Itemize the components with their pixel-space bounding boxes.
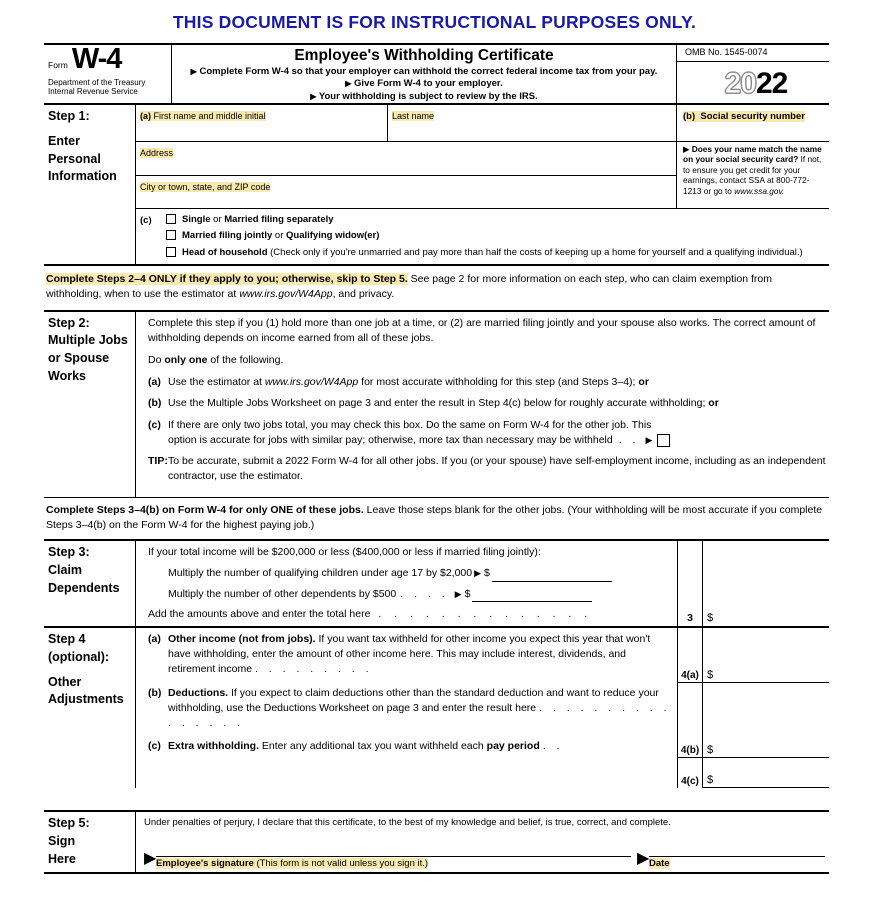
form-word-label: Form — [48, 60, 68, 70]
option-b-body: Use the Multiple Jobs Worksheet on page 3 and enter the result in Step 4(c) below for roughly accurate withholding; — [168, 397, 709, 410]
filing-status-option-head-of-household[interactable] — [166, 247, 829, 258]
step-4-item-c — [148, 739, 673, 754]
step-5-label-line-1: Sign — [48, 833, 76, 848]
tax-year-box — [677, 62, 829, 105]
step-4-amount-column — [703, 628, 829, 788]
ssn-label-text: Social security number — [700, 111, 805, 122]
step-3-other-dependents-line — [168, 587, 673, 603]
step-4c-number-cell — [678, 757, 702, 788]
name-row — [136, 105, 829, 141]
step-2-tip-text: To be accurate, submit a 2022 Form W-4 for all other jobs. If you (or your spouse) have self-employment income, including as an independent contractor, use the estimator. — [168, 455, 826, 483]
step-3-label-line-2: Dependents — [48, 580, 120, 595]
issuing-agency — [48, 78, 167, 97]
triangle-bullet-icon: ▶ — [683, 144, 690, 154]
triangle-bullet-icon: ▶ — [144, 850, 157, 868]
filing-status-block — [136, 208, 829, 264]
step-2-option-c-tag: (c) — [148, 418, 161, 431]
step-3-other-input[interactable] — [472, 589, 592, 602]
triangle-bullet-icon: ▶ — [645, 435, 653, 446]
step-1-content — [136, 105, 829, 264]
ssn-tag: (b) — [683, 111, 696, 122]
header-bullet-2-text: Give Form W-4 to your employer. — [354, 78, 503, 90]
header-bullet-3 — [176, 91, 672, 103]
step-4-label-line-2: Adjustments — [48, 692, 124, 707]
jointly-mid: or — [272, 230, 286, 242]
date-label: Date — [649, 858, 670, 870]
complete-steps-url: www.irs.gov/W4App — [239, 288, 333, 301]
step-2-option-a-tag: (a) — [148, 376, 161, 389]
first-name-label — [140, 111, 266, 121]
checkbox-head-of-household[interactable] — [166, 247, 176, 257]
checkbox-single[interactable] — [166, 214, 176, 224]
tax-year — [724, 66, 788, 100]
header-bullet-1-text: Complete Form W-4 so that your employer can withhold the correct federal income tax from your pay. — [199, 65, 658, 77]
step-4a-line-number: 4(a) — [681, 670, 699, 682]
step-4-section — [44, 626, 829, 788]
step-3-other-leader-dots: . . . . — [400, 587, 449, 600]
step-2-option-b-tag: (b) — [148, 397, 162, 410]
step-4-item-a-text — [168, 632, 673, 677]
ssn-name-match-note — [677, 141, 829, 208]
step-3-content — [136, 541, 677, 626]
filing-status-option-jointly[interactable] — [166, 230, 829, 241]
step-3-children-dollar-sign: $ — [484, 566, 490, 579]
step-1-title: Step 1: — [48, 109, 90, 123]
step-2-option-c-text — [168, 418, 827, 448]
single-bold2: Married filing separately — [224, 214, 334, 225]
filing-status-single-text — [182, 214, 334, 225]
social-security-number-field[interactable] — [677, 105, 829, 141]
option-c-line-2-row — [168, 433, 827, 448]
steps-34b-note — [44, 497, 829, 539]
option-b-or: or — [708, 397, 719, 410]
item-a-leader-dots: . . . . . . . . . — [254, 662, 373, 675]
step-3-dollar-sign: $ — [707, 612, 714, 625]
step-4c-line-number: 4(c) — [681, 776, 699, 788]
step-2-do-only-one — [148, 353, 827, 368]
step-4-item-b-tag: (b) — [148, 686, 162, 699]
step-3-total-text: Add the amounts above and enter the total here — [148, 608, 371, 621]
triangle-bullet-icon: ▶ — [345, 79, 352, 89]
ssn-label — [683, 111, 805, 122]
department-line-2: Internal Revenue Service — [48, 86, 138, 96]
step-4-item-b — [148, 686, 673, 731]
city-state-zip-field[interactable] — [136, 175, 676, 208]
filing-status-hoh-text — [182, 247, 803, 258]
city-state-zip-label: City or town, state, and ZIP code — [140, 182, 271, 192]
step-3-label — [44, 541, 136, 626]
department-line-1: Department of the Treasury — [48, 77, 146, 87]
step-2-label-line-3: Works — [48, 368, 86, 383]
step-1-label-line-2: Personal — [48, 151, 101, 166]
step-3-children-input[interactable] — [492, 569, 612, 582]
step-2-title: Step 2: — [48, 315, 90, 330]
step-2-label-line-2: or Spouse — [48, 351, 110, 366]
triangle-bullet-icon: ▶ — [310, 91, 317, 101]
step-4c-dollar-sign: $ — [707, 774, 714, 787]
employee-signature-field[interactable] — [144, 850, 631, 870]
option-c-line-1: If there are only two jobs total, you may check this box. Do the same on Form W-4 for the other job. This — [168, 418, 652, 431]
spacer — [48, 667, 131, 674]
step-2-instructions — [136, 312, 829, 497]
step-4-label — [44, 628, 136, 788]
perjury-statement: Under penalties of perjury, I declare that this certificate, to the best of my knowledge and belief, is true, correct, and complete. — [144, 817, 671, 829]
step-2-option-a — [148, 375, 827, 390]
step-2-label — [44, 312, 136, 497]
omb-year-block — [677, 45, 829, 103]
step-3-amount-column[interactable] — [703, 541, 829, 626]
tax-year-suffix: 22 — [756, 66, 788, 100]
last-name-field[interactable] — [388, 105, 677, 141]
step-1-label-line-1: Enter — [48, 133, 80, 148]
step-1-label-line-3: Information — [48, 169, 117, 184]
header-bullet-3-text: Your withholding is subject to review by the IRS. — [318, 90, 538, 102]
signature-caption — [156, 858, 631, 869]
item-c-bold: Extra withholding. — [168, 740, 259, 753]
header-bullet-1 — [176, 66, 672, 78]
jointly-bold: Married filing jointly — [182, 230, 273, 242]
option-c-line-2: option is accurate for jobs with similar pay; otherwise, more tax than necessary may be withheld — [168, 433, 613, 446]
step-5-section — [44, 810, 829, 874]
item-a-body: If you want tax withheld for other income you expect this year that won't have withholding, enter the amount of other income here. This may include interest, dividends, and retirement income — [168, 633, 651, 675]
item-b-leader-dots: . . . . . . . . . . . . . . . . — [168, 701, 671, 729]
filing-status-options — [166, 214, 829, 258]
item-c-leader-dots: . . — [542, 740, 564, 753]
step-4-item-c-tag: (c) — [148, 740, 161, 753]
step-3-other-text: Multiply the number of other dependents by $500 — [168, 587, 397, 600]
step-5-label — [44, 812, 136, 872]
triangle-bullet-icon: ▶ — [190, 66, 197, 76]
form-body — [44, 43, 829, 874]
first-name-tag: (a) — [140, 111, 151, 121]
step-3-total-line — [148, 607, 673, 623]
first-name-label-text: First name and middle initial — [153, 111, 266, 121]
complete-steps-rest-2: , and privacy. — [332, 288, 395, 301]
form-header — [44, 43, 829, 105]
ssn-note-url: www.ssa.gov. — [734, 185, 785, 196]
option-a-url: www.irs.gov/W4App — [264, 376, 359, 389]
step-4-item-a-tag: (a) — [148, 633, 161, 646]
step-4-label-line-1: Other — [48, 674, 82, 689]
signature-caption-rest: (This form is not valid unless you sign it.) — [253, 858, 429, 870]
date-line — [649, 855, 825, 857]
hoh-rest: (Check only if you're unmarried and pay more than half the costs of keeping up a home for yourself and a qualifying individual.) — [267, 246, 803, 258]
step-5-title: Step 5: — [48, 816, 90, 831]
address-field[interactable] — [136, 142, 676, 175]
item-b-body: If you expect to claim deductions other than the standard deduction and want to reduce your withholding, use the Deductions Worksheet on page 3 and enter the result here — [168, 686, 659, 714]
single-mid: or — [210, 214, 225, 225]
omb-number: OMB No. 1545-0074 — [677, 45, 829, 62]
step-2-option-b-text — [168, 396, 827, 411]
page-title: Employee's Withholding Certificate — [294, 47, 554, 64]
step-3-title: Step 3: — [48, 545, 90, 560]
triangle-bullet-icon: ▶ — [454, 588, 462, 599]
item-c-bold-tail: pay period — [486, 740, 540, 753]
date-caption — [649, 858, 825, 869]
do-only-bold: only one — [164, 354, 208, 367]
signature-caption-bold: Employee's signature — [156, 858, 254, 870]
signature-line — [156, 855, 631, 857]
step-4-title: Step 4 — [48, 632, 86, 647]
step-3-line-number: 3 — [687, 612, 693, 625]
spacer — [44, 788, 829, 810]
step-3-section — [44, 539, 829, 626]
hoh-bold: Head of household — [182, 246, 268, 258]
step-4a-amount-cell[interactable] — [703, 628, 829, 682]
step-3-label-line-1: Claim — [48, 562, 83, 577]
step-3-children-text: Multiply the number of qualifying children under age 17 by $2,000 — [168, 566, 473, 579]
step-4-item-c-text — [168, 739, 673, 754]
step-5-label-line-2: Here — [48, 851, 76, 866]
complete-steps-banner — [44, 264, 829, 311]
instructional-purposes-banner: THIS DOCUMENT IS FOR INSTRUCTIONAL PURPOSES ONLY. — [172, 12, 697, 32]
checkbox-two-jobs-total[interactable] — [657, 434, 670, 447]
step-4-optional: (optional): — [48, 649, 110, 664]
step-3-children-line — [168, 566, 673, 582]
tax-year-prefix: 20 — [724, 66, 756, 100]
item-a-bold: Other income (not from jobs). — [168, 633, 316, 646]
last-name-label: Last name — [392, 111, 435, 121]
step-1-label — [44, 105, 136, 264]
option-a-pre: Use the estimator at — [168, 376, 265, 389]
filing-status-jointly-text — [182, 230, 379, 241]
form-title-block — [172, 45, 677, 103]
complete-steps-rest-1: See page 2 for more information on each step, who can claim exemption from withholding, when to use the estimator at — [46, 273, 772, 301]
first-name-field[interactable] — [136, 105, 388, 141]
step-4-content — [136, 628, 677, 788]
step-5-content — [136, 812, 829, 872]
step-2-option-b — [148, 396, 827, 411]
step-2-intro: Complete this step if you (1) hold more than one job at a time, or (2) are married filing jointly and your spouse also works. The correct amount of withholding depends on income earned from all of these jobs. — [148, 316, 816, 344]
step-4b-number-cell — [678, 682, 702, 757]
filing-status-tag: (c) — [140, 215, 152, 226]
form-number-line — [48, 43, 167, 75]
item-b-bold: Deductions. — [168, 686, 229, 699]
single-bold: Single — [182, 214, 211, 225]
step-1-section — [44, 105, 829, 264]
signature-row — [144, 850, 825, 870]
address-label: Address — [140, 148, 174, 158]
jointly-bold2: Qualifying widow(er) — [286, 230, 380, 242]
step-4-item-a — [148, 632, 673, 677]
header-bullet-2 — [176, 78, 672, 90]
step-2-option-a-text — [168, 375, 827, 390]
complete-steps-bold: Complete Steps 2–4 ONLY if they apply to you; otherwise, skip to Step 5. — [46, 273, 408, 286]
triangle-bullet-icon: ▶ — [637, 850, 650, 868]
do-only-post: of the following. — [207, 354, 284, 367]
filing-status-option-single[interactable] — [166, 214, 829, 225]
step-4b-dollar-sign: $ — [707, 744, 714, 757]
spacer — [48, 126, 131, 133]
address-block — [136, 141, 677, 208]
form-identity-block — [44, 45, 172, 103]
step-2-content — [136, 312, 829, 497]
do-only-pre: Do — [148, 354, 165, 367]
option-c-leader-dots: . . — [618, 433, 640, 446]
step-2-label-line-1: Multiple Jobs — [48, 333, 128, 348]
step-4b-line-number: 4(b) — [680, 745, 700, 757]
step-3-total-leader-dots: . . . . . . . . . . . . . . — [378, 608, 593, 621]
step-2-section — [44, 312, 829, 497]
step-4c-amount-cell[interactable] — [703, 757, 829, 788]
step-3-intro: If your total income will be $200,000 or less ($400,000 or less if married filing jointly): — [148, 546, 541, 559]
steps-34b-note-bold: Complete Steps 3–4(b) on Form W-4 for only ONE of these jobs. — [46, 503, 364, 516]
step-4b-amount-cell[interactable] — [703, 682, 829, 757]
step-4a-number-cell — [678, 628, 702, 682]
option-a-post: for most accurate withholding for this step (and Steps 3–4); — [358, 376, 639, 389]
step-4-line-number-column — [677, 628, 703, 788]
step-3-other-dollar-sign: $ — [464, 587, 471, 600]
step-3-line-number-column — [677, 541, 703, 626]
item-c-body: Enter any additional tax you want withheld each — [259, 740, 487, 753]
date-field[interactable] — [637, 850, 825, 870]
step-2-tip — [148, 454, 827, 484]
step-4-item-b-text — [168, 686, 673, 731]
step-2-option-c — [148, 418, 827, 448]
steps-34b-note-rest: Leave those steps blank for the other jobs. (Your withholding will be most accurate if you complete Steps 3–4(b) on the Form W-4 for the highest paying job.) — [46, 503, 823, 531]
ssn-note-question: Does your name match the name on your social security card? — [683, 144, 822, 165]
step-4a-dollar-sign: $ — [707, 669, 714, 682]
form-number-w4: W-4 — [71, 43, 122, 75]
ssn-note-body: If not, to ensure you get credit for your earnings, contact SSA at 800-772-1213 or go to — [683, 154, 822, 196]
checkbox-married-filing-jointly[interactable] — [166, 230, 176, 240]
step-2-tip-tag: TIP: — [148, 455, 168, 468]
address-row — [136, 141, 829, 208]
option-a-or: or — [638, 376, 649, 389]
triangle-bullet-icon: ▶ — [474, 568, 482, 579]
